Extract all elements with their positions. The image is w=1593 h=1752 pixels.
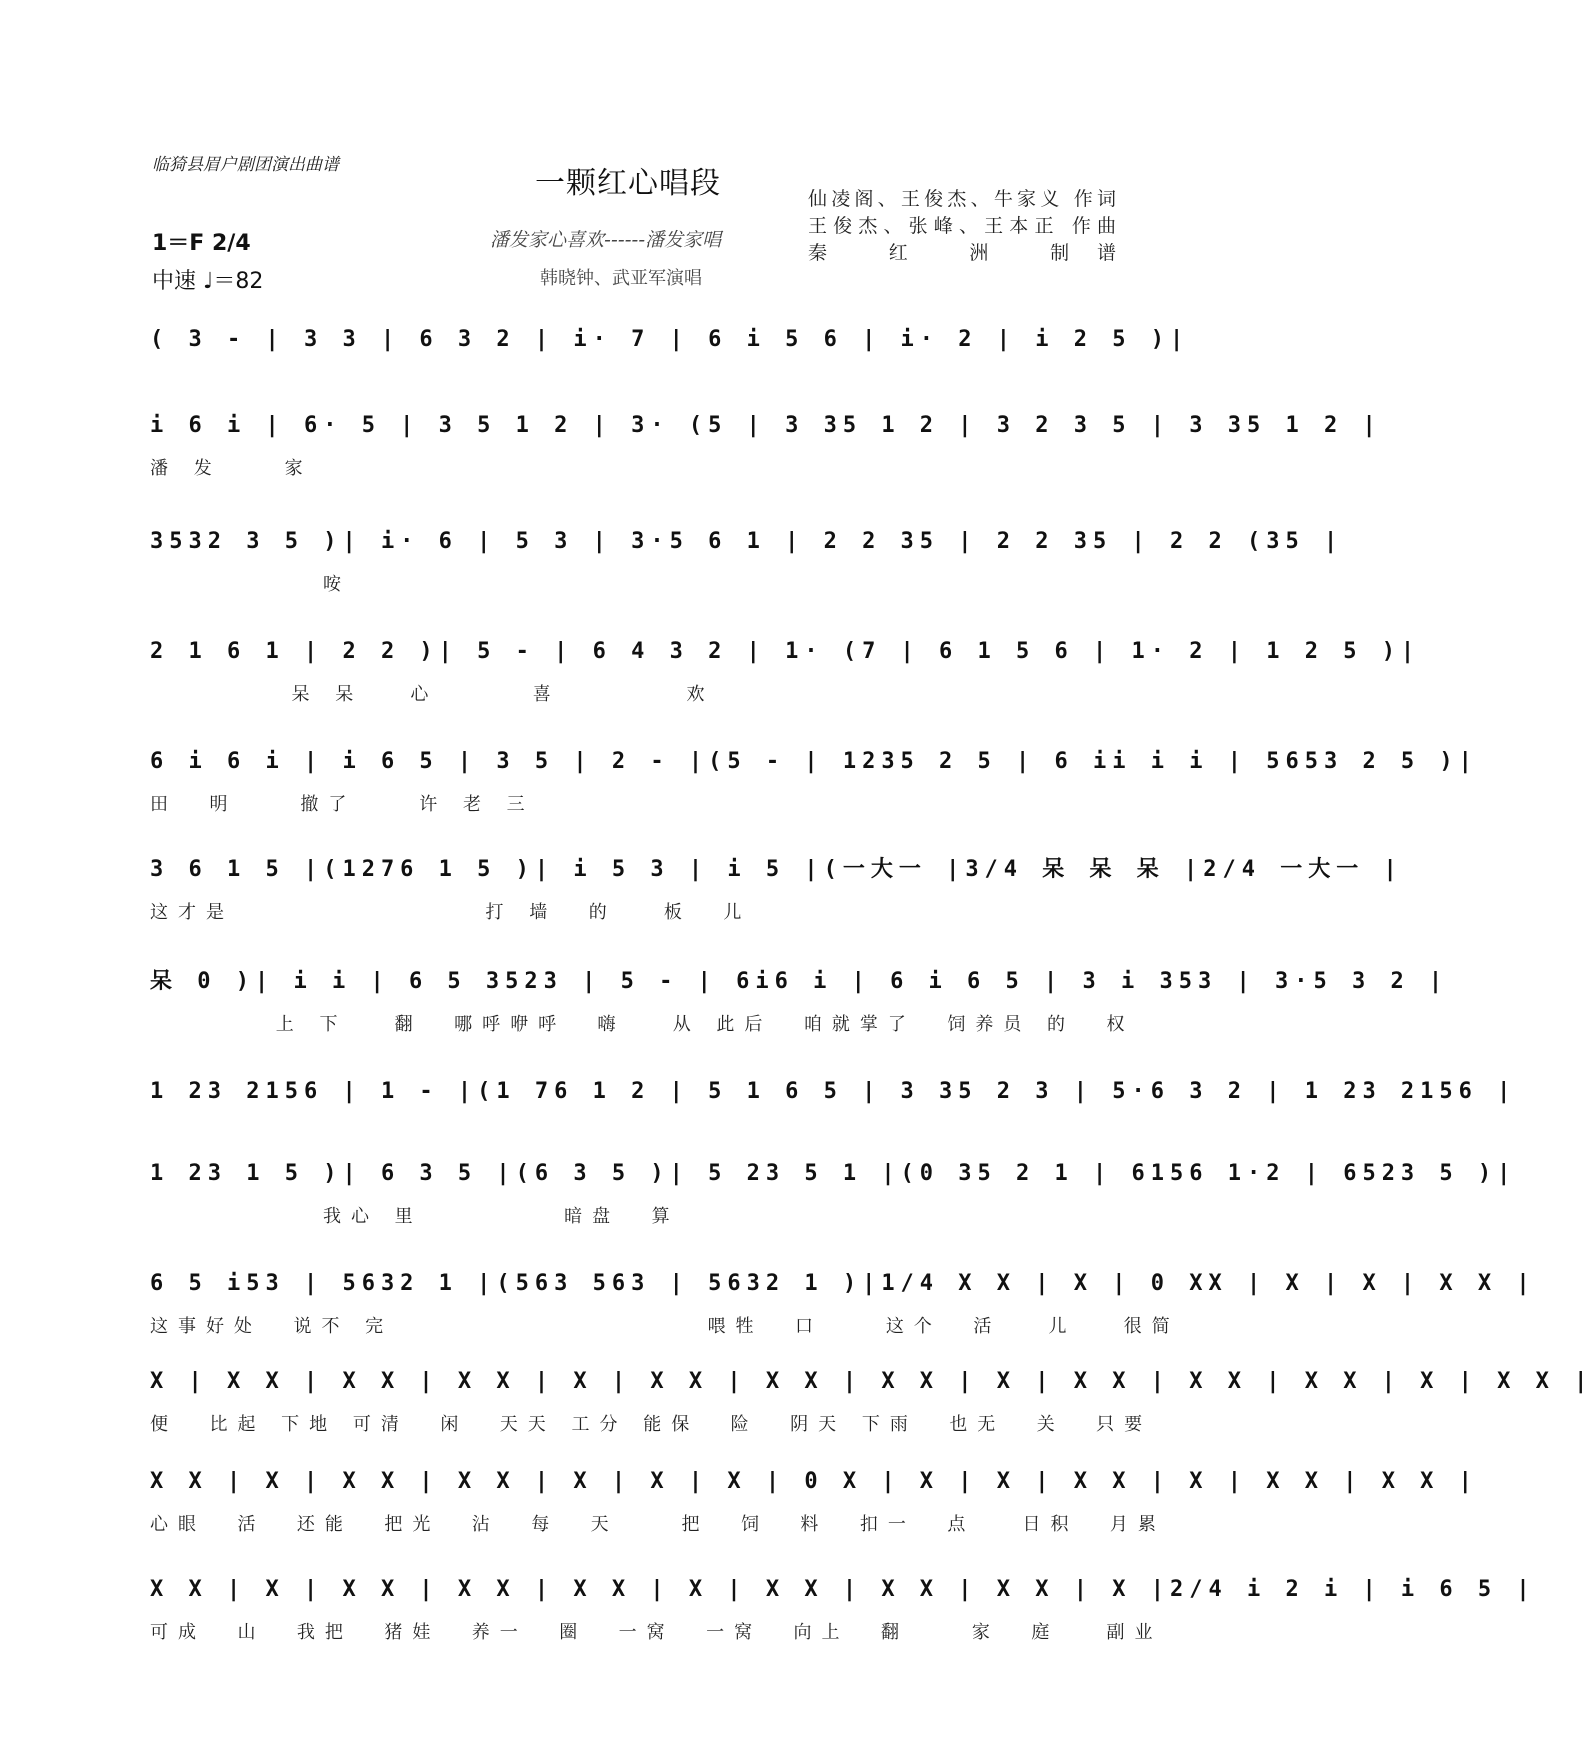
lyric-line: 潘 发 家	[150, 458, 313, 479]
lyric-line: 呆 呆 心 喜 欢	[150, 684, 715, 705]
credit-arranger: 秦 红 洲 制谱	[808, 242, 1120, 264]
lyric-line: 我心 里 暗盘 算	[150, 1206, 680, 1227]
credit-lyricists: 仙凌阁、王俊杰、牛家义 作词	[808, 188, 1120, 210]
singers-label: 韩晓钟、武亚军演唱	[540, 268, 702, 289]
lyric-line: 这事好处 说不 完 喂牲 口 这个 活 儿 很简	[150, 1316, 1180, 1337]
notation-line: 1 23 1 5 )| 6 3 5 |(6 3 5 )| 5 23 5 1 |(0 35 2 1 | 6156 1·2 | 6523 5 )|	[150, 1161, 1517, 1186]
notation-line: 1 23 2156 | 1 - |(1 76 1 2 | 5 1 6 5 | 3 35 2 3 | 5·6 3 2 | 1 23 2156 |	[150, 1079, 1517, 1104]
lyric-line: 便 比起 下地 可清 闲 天天 工分 能保 险 阴天 下雨 也无 关 只要	[150, 1414, 1153, 1435]
notation-line: 6 5 i53 | 5632 1 |(563 563 | 5632 1 )|1/4 X X | X | 0 XX | X | X | X X |	[150, 1271, 1536, 1296]
notation-line: X | X X | X X | X X | X | X X | X X | X X | X | X X | X X | X X | X | X X |	[150, 1369, 1593, 1394]
notation-line: 2 1 6 1 | 2 2 )| 5 - | 6 4 3 2 | 1· (7 | 6 1 5 6 | 1· 2 | 1 2 5 )|	[150, 639, 1421, 664]
lyric-line: 这才是 打 墙 的 板 儿	[150, 902, 752, 923]
key-signature: 1＝F 2/4	[152, 231, 251, 256]
notation-line: 3532 3 5 )| i· 6 | 5 3 | 3·5 6 1 | 2 2 35 | 2 2 35 | 2 2 (35 |	[150, 529, 1344, 554]
lyric-line	[150, 1120, 1122, 1148]
notation-line: 3 6 1 5 |(1276 1 5 )| i 5 3 | i 5 |(一大一 |3/4 呆 呆 呆 |2/4 一大一 |	[150, 857, 1403, 882]
lyric-line: 田 明 撤了 许 老 三	[150, 794, 535, 815]
notation-line: i 6 i | 6· 5 | 3 5 1 2 | 3· (5 | 3 35 1 2 | 3 2 3 5 | 3 35 1 2 |	[150, 413, 1382, 438]
notation-line: X X | X | X X | X X | X X | X | X X | X X | X X | X |2/4 i 2 i | i 6 5 |	[150, 1577, 1536, 1602]
lyric-line: 咹	[150, 574, 351, 595]
lyric-line: 上 下 翻 哪呼咿呼 嗨 从 此后 咱就掌了 饲养员 的 权	[150, 1014, 1135, 1035]
segment-label: 潘发家心喜欢------潘发家唱	[490, 229, 722, 251]
page-title: 一颗红心唱段	[535, 166, 721, 201]
troupe-label: 临猗县眉户剧团演出曲谱	[152, 155, 339, 175]
lyric-line	[150, 368, 1122, 396]
notation-line: 6 i 6 i | i 6 5 | 3 5 | 2 - |(5 - | 1235 2 5 | 6 ii i i | 5653 2 5 )|	[150, 749, 1478, 774]
credits	[808, 186, 1120, 267]
credit-composers: 王俊杰、张峰、王本正 作曲	[808, 215, 1120, 237]
notation-line: ( 3 - | 3 3 | 6 3 2 | i· 7 | 6 i 5 6 | i· 2 | i 2 5 )|	[150, 327, 1190, 352]
notation-line: X X | X | X X | X X | X | X | X | 0 X | X | X | X X | X | X X | X X |	[150, 1469, 1478, 1494]
notation-line: 呆 0 )| i i | 6 5 3523 | 5 - | 6i6 i | 6 i 6 5 | 3 i 353 | 3·5 3 2 |	[150, 969, 1449, 994]
lyric-line: 心眼 活 还能 把光 沾 每 天 把 饲 料 扣一 点 日积 月累	[150, 1514, 1166, 1535]
tempo-marking: 中速 ♩＝82	[152, 269, 264, 294]
lyric-line: 可成 山 我把 猪娃 养一 圈 一窝 一窝 向上 翻 家 庭 副业	[150, 1622, 1163, 1643]
